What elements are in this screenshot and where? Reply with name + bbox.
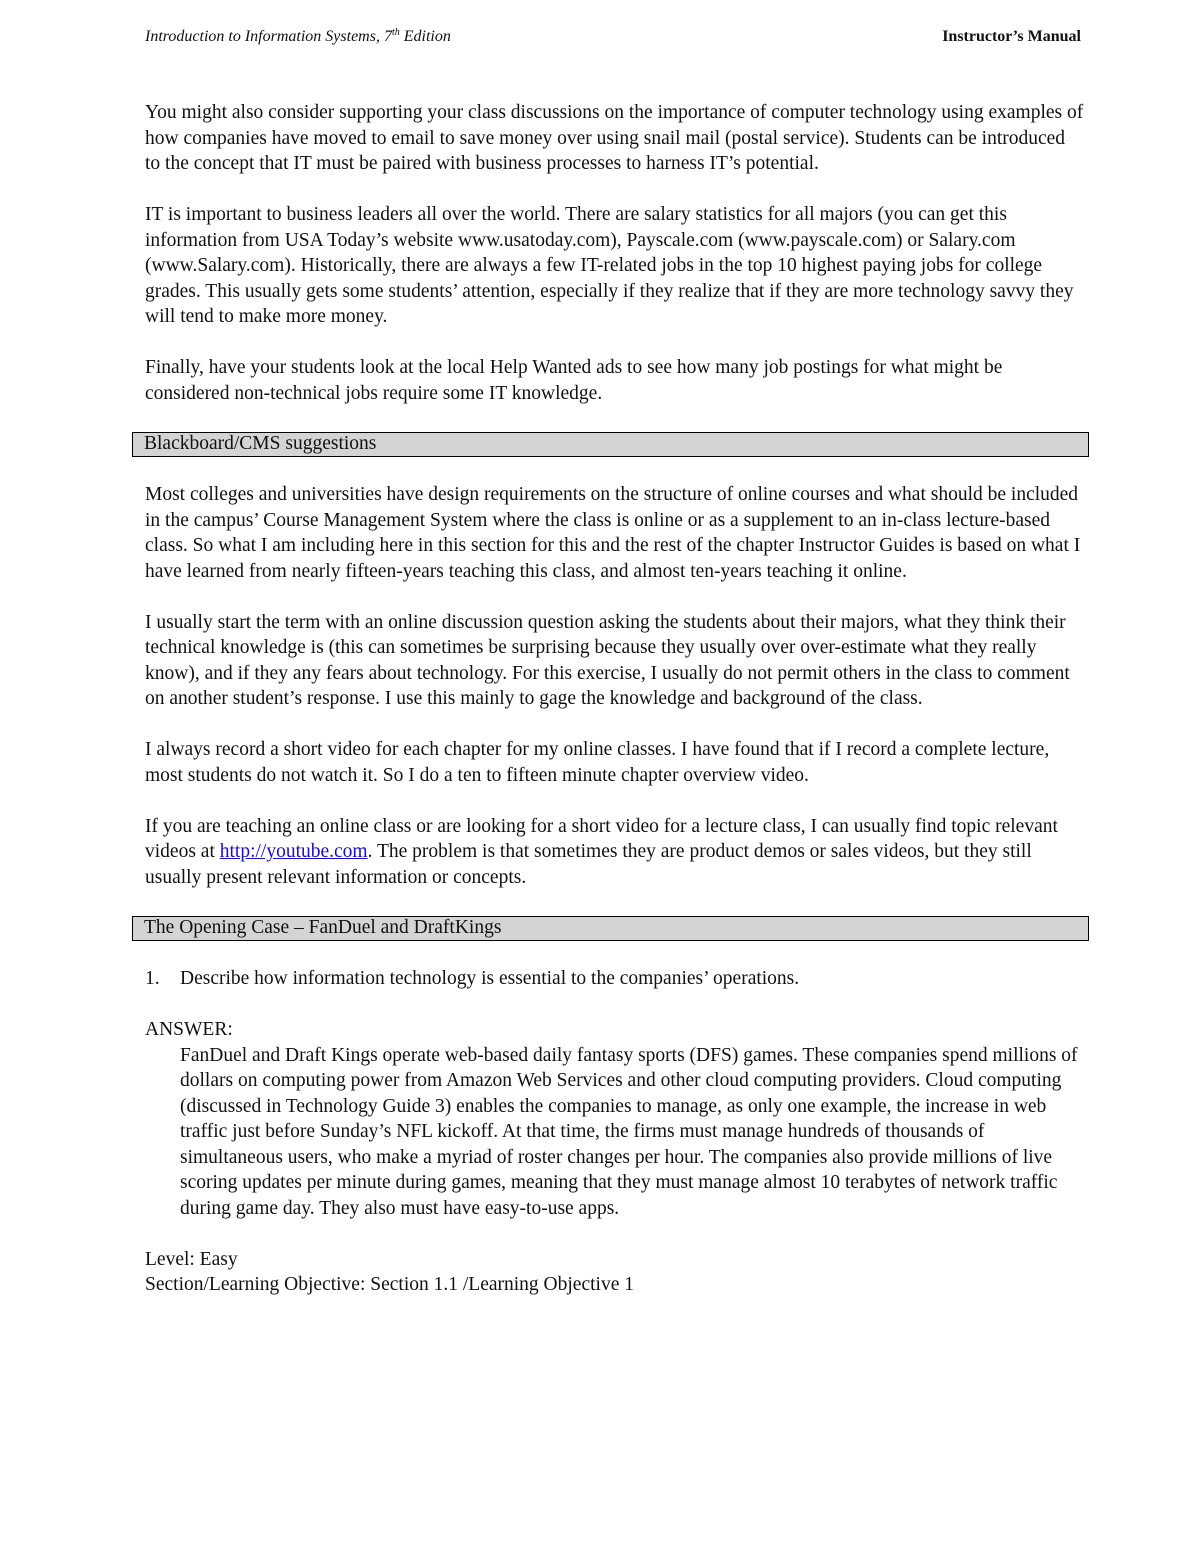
edition-suffix: Edition	[399, 28, 451, 45]
intro-paragraph-2: IT is important to business leaders all over the world. There are salary statistics for all majors (you can get this information from USA Today’s website www.usatoday.com), Payscale.com (www.payscale.com) or Salary.com (www.Salary.com). Historically, there are always a few IT-related jobs in the top 10 highest paying jobs for college grades. This usually gets some students’ attention, especially if they realize that if they are more technology savvy they will tend to make more money.	[145, 204, 1074, 327]
running-header	[145, 28, 1081, 52]
difficulty-level: Level: Easy	[145, 1248, 238, 1270]
intro-paragraph-1: You might also consider supporting your class discussions on the importance of computer technology using examples of how companies have moved to email to save money over using snail mail (postal service). Students can be introduced to the concept that IT must be paired with business processes to harness IT’s potential.	[145, 102, 1084, 174]
question-1	[145, 966, 1085, 992]
manual-label: Instructor’s Manual	[942, 28, 1081, 45]
book-title	[145, 28, 451, 46]
answer-label: ANSWER:	[145, 1019, 233, 1040]
blackboard-paragraph-2: I usually start the term with an online discussion question asking the students about their majors, what they think their technical knowledge is (this can sometimes be surprising because they usually over over-estimate what they really know), and if they any fears about technology. For this exercise, I usually do not permit others in the class to comment on another student’s response. I use this mainly to gage the knowledge and background of the class.	[145, 611, 1070, 709]
learning-objective: Section/Learning Objective: Section 1.1 /Learning Objective 1	[145, 1274, 634, 1295]
answer-text: FanDuel and Draft Kings operate web-based daily fantasy sports (DFS) games. These companies spend millions of dollars on computing power from Amazon Web Services and other cloud computing providers. Cloud computing (discussed in Technology Guide 3) enables the companies to manage, as only one example, the increase in web traffic just before Sunday’s NFL kickoff. At that time, the firms must manage hundreds of thousands of simultaneous users, who make a myriad of roster changes per hour. The companies also provide millions of live scoring updates per minute during games, meaning that they must manage almost 10 terabytes of network traffic during game day. They also must have easy-to-use apps.	[180, 1044, 1078, 1219]
paragraph-4-lead: If you are teaching an online class or are looking for a short video for a lecture class, I can usually find topic relevant videos at	[145, 815, 1058, 862]
youtube-link[interactable]: http://youtube.com	[219, 841, 368, 862]
blackboard-paragraph-1: Most colleges and universities have design requirements on the structure of online courses and what should be included in the campus’ Course Management System where the class is online or as a supplement to an in-class lecture-based class. So what I am including here in this section for this and the rest of the chapter Instructor Guides is based on what I have learned from nearly fifteen-years teaching this class, and almost ten-years teaching it online.	[145, 484, 1081, 582]
body-text	[145, 100, 1085, 1298]
blackboard-paragraph-4	[145, 814, 1085, 891]
blackboard-paragraph-3: I always record a short video for each chapter for my online classes. I have found that if I record a complete lecture, most students do not watch it. So I do a ten to fifteen minute chapter overview video.	[145, 739, 1050, 786]
question-number: 1.	[145, 968, 160, 989]
section-heading-opening-case: The Opening Case – FanDuel and DraftKings	[132, 916, 1089, 941]
book-title-text: Introduction to Information Systems, 7	[145, 28, 392, 45]
section-heading-blackboard: Blackboard/CMS suggestions	[132, 432, 1089, 457]
question-text: Describe how information technology is essential to the companies’ operations.	[180, 968, 800, 989]
edition-superscript: th	[391, 27, 400, 38]
intro-paragraph-3: Finally, have your students look at the local Help Wanted ads to see how many job postings for what might be considered non-technical jobs require some IT knowledge.	[145, 357, 1003, 404]
paragraph-4-tail: . The problem is that sometimes they are product demos or sales videos, but they still usually present relevant information or concepts.	[145, 841, 1032, 888]
